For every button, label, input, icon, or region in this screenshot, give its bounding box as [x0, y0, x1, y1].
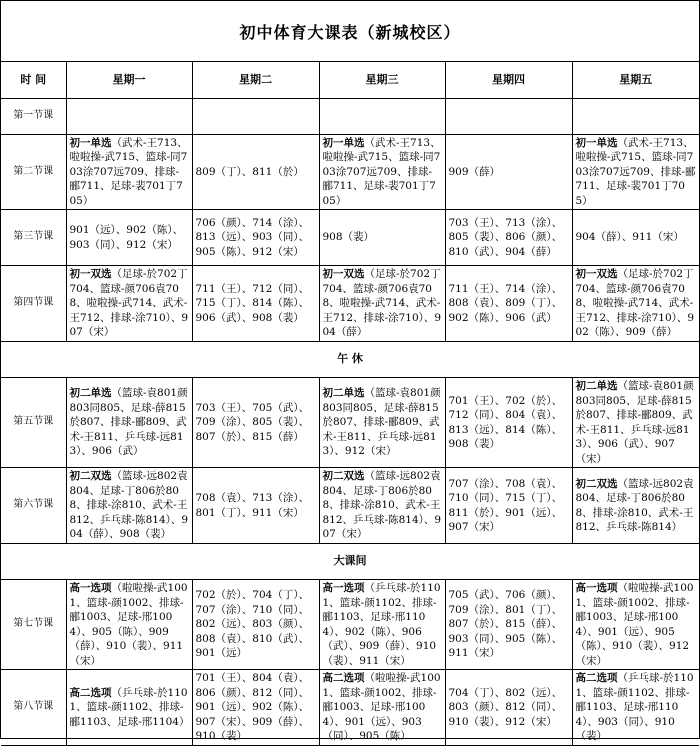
period-label: 第八节课: [1, 670, 66, 746]
class-list-text: 703（王）、713（涂）、805（裴）、806（颜）、810（武）、904（薛）: [448, 216, 563, 258]
course-group-label: 高二选项: [69, 686, 112, 699]
period-row: [1, 266, 699, 342]
class-list-text: （篮球-远802袁804、足球-丁806於808、排球-涂810、武术-王812、乒乓球-陈814）、904（薛）、908（裴）: [69, 470, 189, 541]
class-list-text: （篮球-袁801颜803同805、足球-薛815於807、排球-郦809、武术-王811、乒乓球-远813）、912（宋）: [322, 387, 441, 458]
break-label: 大课间: [1, 544, 699, 580]
class-list-text: （足球-於702丁704、篮球-颜706袁708、啦啦操-武714、武术-王712、排球-涂710）、907（宋）: [69, 268, 189, 339]
class-list-text: 708（袁）、713（涂）、801（丁）、911（宋）: [195, 492, 310, 519]
schedule-cell: [319, 98, 445, 134]
period-row: [1, 580, 699, 670]
course-group-label: 初一单选: [322, 136, 365, 149]
class-list-text: 711（王）、714（涂）、808（袁）、809（丁）、902（陈）、906（武）: [448, 282, 563, 324]
period-label: 第五节课: [1, 378, 66, 468]
schedule-cell: [445, 378, 572, 468]
schedule-cell: [319, 134, 445, 210]
schedule-cell: [445, 98, 572, 134]
schedule-cell: [66, 210, 192, 266]
schedule-cell: [319, 670, 445, 746]
period-label: 第六节课: [1, 468, 66, 544]
course-group-label: 初二双选: [575, 477, 618, 490]
class-list-text: （篮球-远802袁804、足球-丁806於808、排球-涂810、武术-王812、乒乓球-陈814）: [575, 477, 694, 533]
header-row: [1, 62, 699, 98]
class-list-text: （啦啦操-武1001、篮球-颜1002、排球-郦1003、足球-邢1004）、901（远）、903（同）、905（陈）: [322, 672, 441, 743]
course-group-label: 初一双选: [69, 268, 112, 281]
period-row: [1, 210, 699, 266]
class-list-text: （篮球-远802袁804、足球-丁806於808、排球-涂810、武术-王812、乒乓球-陈814）、907（宋）: [322, 470, 442, 541]
schedule-cell: [319, 580, 445, 670]
schedule-cell: [66, 98, 192, 134]
course-group-label: 初二单选: [69, 387, 112, 400]
break-row: [1, 544, 699, 580]
schedule-cell: [66, 580, 192, 670]
schedule-cell: [192, 98, 319, 134]
schedule-cell: [445, 670, 572, 746]
header-cell-monday: 星期一: [66, 62, 192, 98]
period-label: 第二节课: [1, 134, 66, 210]
class-list-text: 703（王）、705（武）、709（涂）、805（裴）、807（於）、815（薛）: [195, 401, 310, 443]
schedule-cell: [192, 134, 319, 210]
header-cell-friday: 星期五: [572, 62, 699, 98]
period-row: [1, 378, 699, 468]
period-row: [1, 134, 699, 210]
class-list-text: 704（丁）、802（远）、803（颜）、812（同）、910（裴）、912（宋）: [448, 686, 563, 728]
course-group-label: 初一双选: [322, 268, 365, 281]
schedule-cell: [192, 670, 319, 746]
course-group-label: 高一选项: [322, 582, 365, 594]
timetable: [1, 62, 699, 746]
course-group-label: 高一选项: [575, 582, 618, 594]
schedule-cell: [445, 266, 572, 342]
class-list-text: 702（於）、704（丁）、707（涂）、710（同）、802（远）、803（颜）、808（袁）、810（武）、901（远）: [195, 589, 310, 660]
schedule-cell: [572, 134, 699, 210]
page-title: 初中体育大课表（新城校区）: [1, 1, 699, 62]
schedule-cell: [445, 580, 572, 670]
schedule-cell: [572, 210, 699, 266]
schedule-cell: [572, 378, 699, 468]
schedule-cell: [192, 210, 319, 266]
schedule-cell: [66, 134, 192, 210]
period-label: 第三节课: [1, 210, 66, 266]
class-list-text: （啦啦操-武1001、篮球-颜1002、排球-郦1003、足球-邢1004）、901（远）、905（陈）、910（裴）、912（宋）: [575, 582, 694, 667]
course-group-label: 初二双选: [69, 470, 112, 483]
schedule-cell: [572, 580, 699, 670]
header-cell-tuesday: 星期二: [192, 62, 319, 98]
course-group-label: 初二单选: [575, 380, 618, 392]
class-list-text: （乒乓球-於1101、篮球-颜1102、排球-郦1103、足球-邢1104）、902（陈）、906（武）、909（薛）、910（裴）、911（宋）: [322, 582, 441, 667]
course-group-label: 高二选项: [575, 672, 618, 685]
course-group-label: 高一选项: [69, 582, 112, 594]
class-list-text: （篮球-袁801颜803同805、足球-薛815於807、排球-郦809、武术-王811、乒乓球-远813）、906（武）、907（宋）: [575, 380, 694, 465]
header-cell-time: 时 间: [1, 62, 66, 98]
schedule-cell: [319, 210, 445, 266]
class-list-text: 909（薛）: [448, 165, 501, 178]
class-list-text: （乒乓球-於1101、篮球-颜1102、排球-郦1103、足球-邢1104）、903（同）、910（裴）: [575, 672, 694, 743]
class-list-text: 701（王）、804（袁）、806（颜）、812（同）、901（远）、902（陈）、907（宋）、909（薛）、910（裴）: [195, 672, 310, 743]
schedule-cell: [192, 378, 319, 468]
schedule-cell: [192, 266, 319, 342]
header-cell-thursday: 星期四: [445, 62, 572, 98]
timetable-body: [1, 98, 699, 746]
class-list-text: 901（远）、902（陈）、903（同）、912（宋）: [69, 224, 184, 251]
class-list-text: （足球-於702丁704、篮球-颜706袁708、啦啦操-武714、武术-王712、排球-涂710）、904（薛）: [322, 268, 442, 339]
schedule-cell: [572, 670, 699, 746]
class-list-text: 707（涂）、708（袁）、710（同）、715（丁）、811（於）、901（远）、907（宋）: [448, 477, 563, 533]
class-list-text: 701（王）、702（於）、712（同）、804（袁）、813（远）、814（陈）、908（裴）: [448, 394, 563, 450]
period-row: [1, 98, 699, 134]
course-group-label: 初一单选: [575, 136, 618, 149]
schedule-cell: [66, 378, 192, 468]
schedule-cell: [319, 378, 445, 468]
schedule-cell: [445, 210, 572, 266]
class-list-text: 904（薛）、911（宋）: [575, 231, 684, 244]
course-group-label: 初二双选: [322, 470, 365, 483]
class-list-text: （武术-王713、啦啦操-武715、篮球-同703涂707远709、排球-郦711、足球-裴701丁705）: [69, 136, 188, 207]
schedule-cell: [445, 468, 572, 544]
class-list-text: （武术-王713、啦啦操-武715、篮球-同703涂707远709、排球-郦711、足球-裴701丁705）: [575, 136, 696, 207]
course-group-label: 初一单选: [69, 136, 112, 149]
schedule-cell: [572, 98, 699, 134]
schedule-cell: [319, 468, 445, 544]
period-row: [1, 670, 699, 746]
period-label: 第一节课: [1, 98, 66, 134]
period-row: [1, 468, 699, 544]
break-row: [1, 342, 699, 378]
course-group-label: 初一双选: [575, 268, 618, 281]
schedule-cell: [66, 670, 192, 746]
class-list-text: 706（颜）、714（涂）、813（远）、903（同）、905（陈）、912（宋）: [195, 216, 310, 258]
schedule-cell: [66, 468, 192, 544]
class-list-text: 711（王）、712（同）、715（丁）、814（陈）、906（武）、908（裴）: [195, 282, 310, 324]
class-list-text: （足球-於702丁704、篮球-颜706袁708、啦啦操-武714、武术-王712、排球-涂710）、902（陈）、909（薛）: [575, 268, 695, 339]
class-list-text: （武术-王713、啦啦操-武715、篮球-同703涂707远709、排球-郦711、足球-裴701丁705）: [322, 136, 441, 207]
course-group-label: 初二单选: [322, 387, 365, 400]
schedule-cell: [192, 468, 319, 544]
class-list-text: 908（裴）: [322, 231, 375, 244]
class-list-text: （篮球-袁801颜803同805、足球-薛815於807、排球-郦809、武术-王811、乒乓球-远813）、906（武）: [69, 387, 188, 458]
class-list-text: （啦啦操-武1001、篮球-颜1002、排球-郦1003、足球-邢1004）、905（陈）、909（薛）、910（裴）、911（宋）: [69, 582, 188, 667]
schedule-cell: [445, 134, 572, 210]
class-list-text: 705（武）、706（颜）、709（涂）、801（丁）、807（於）、815（薛）、903（同）、905（陈）、911（宋）: [448, 589, 563, 660]
period-label: 第七节课: [1, 580, 66, 670]
break-label: 午 休: [1, 342, 699, 378]
schedule-cell: [572, 468, 699, 544]
schedule-cell: [319, 266, 445, 342]
header-cell-wednesday: 星期三: [319, 62, 445, 98]
class-list-text: 809（丁）、811（於）: [195, 165, 304, 178]
schedule-cell: [572, 266, 699, 342]
schedule-cell: [192, 580, 319, 670]
class-list-text: （乒乓球-於1101、篮球-颜1102、排球-郦1103、足球-邢1104）: [69, 686, 190, 728]
period-label: 第四节课: [1, 266, 66, 342]
schedule-cell: [66, 266, 192, 342]
course-group-label: 高二选项: [322, 672, 365, 685]
